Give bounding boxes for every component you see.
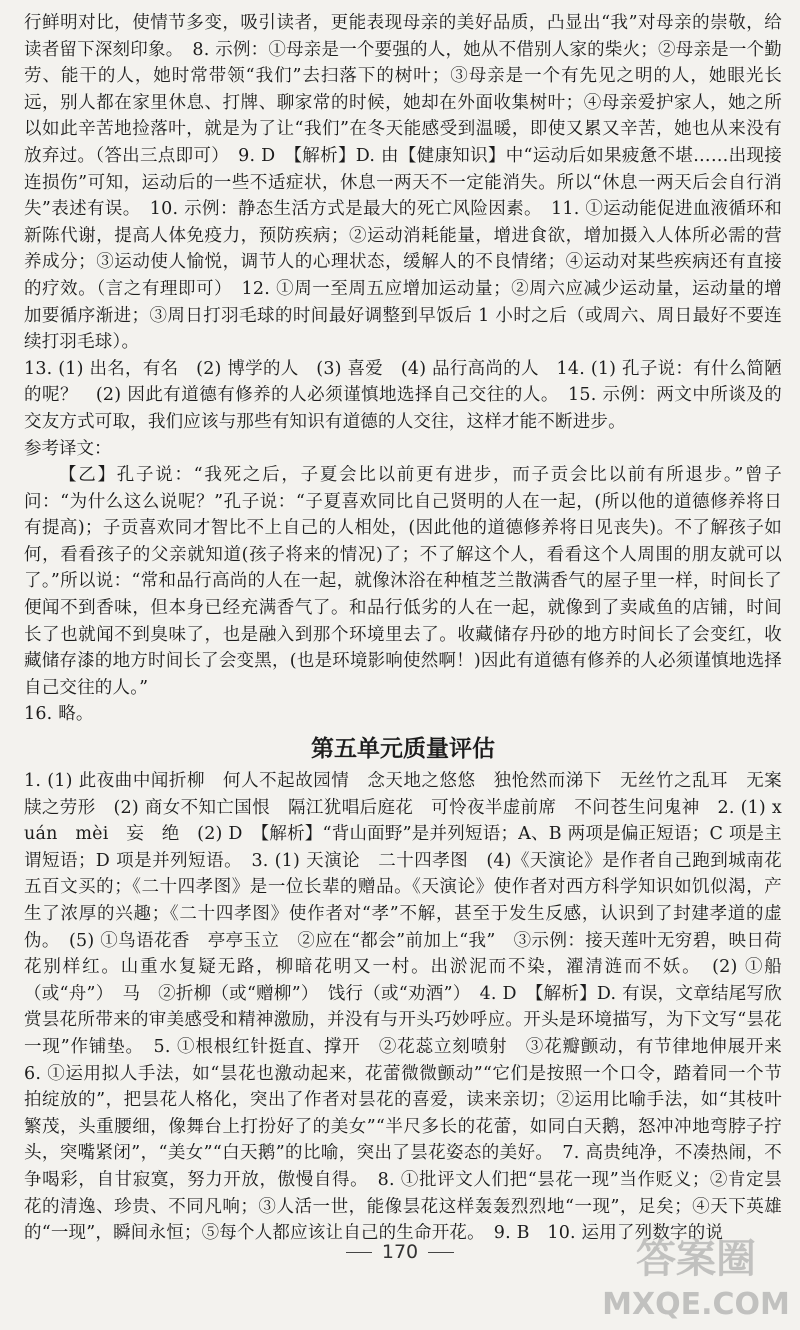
translation-paragraph: 【乙】孔子说：“我死之后，子夏会比以前更有进步，而子贡会比以前有所退步。”曾子问：“为什么这么说呢？”孔子说：“子夏喜欢同比自己贤明的人在一起，(所以他的道德修养将日有提高)；子贡喜欢同才智比不上自己的人相处，(因此他的道德修养将日见丧失)。不了解孩子如何，看看孩子的父亲就知道(孩子将来的情况)了；不了解这个人，看看这个人周围的朋友就可以了。”所以说：“常和品行高尚的人在一起，就像沐浴在种植芝兰散满香气的屋子里一样，时间长了便闻不到香味，但本身已经充满香气了。和品行低劣的人在一起，就像到了卖咸鱼的店铺，时间长了也就闻不到臭味了，也是融入到那个环境里去了。收藏储存丹砂的地方时间长了会变红，收藏储存漆的地方时间长了会变黑，(也是环境影响使然啊！)因此有道德有修养的人必须谨慎地选择自己交往的人。” <box>24 465 782 698</box>
answer-paragraph-13-15: 13. (1) 出名，有名 (2) 博学的人 (3) 喜爱 (4) 品行高尚的人 14. (1) 孔子说：有什么简陋的呢？ (2) 因此有道德有修养的人必须谨慎地选择自己交往的人。 15. 示例：两文中所谈及的交友方式可取，我们应该与那些有知识有道德的人交往，这样才能不断进步。 <box>24 358 782 432</box>
page-content <box>24 10 800 1247</box>
page-number-right-dash <box>428 1252 454 1253</box>
section-title: 第五单元质量评估 <box>311 736 495 763</box>
answer-16: 16. 略。 <box>24 704 94 725</box>
translation-label: 参考译文： <box>24 438 112 459</box>
page-number-text: 170 <box>381 1241 419 1263</box>
answer-paragraph-8-12: 行鲜明对比，使情节多变，吸引读者，更能表现母亲的美好品质，凸显出“我”对母亲的崇敬，给读者留下深刻印象。 8. 示例：①母亲是一个要强的人，她从不借别人家的柴火；②母亲是一个勤劳、能干的人，她时常带领“我们”去扫落下的树叶；③母亲是一个有先见之明的人，她眼光长远，别人都在家里休息、打牌、聊家常的时候，她却在外面收集树叶；④母亲爱护家人，她之所以如此辛苦地捡落叶，就是为了让“我们”在冬天能感受到温暖，即使又累又辛苦，她也从来没有放弃过。（答出三点即可） 9. D 【解析】D. 由【健康知识】中“运动后如果疲惫不堪……出现接连损伤”可知，运动后的一些不适症状，休息一两天不一定能消失。所以“休息一两天后会自行消失”表述有误。 10. 示例：静态生活方式是最大的死亡风险因素。 11. ①运动能促进血液循环和新陈代谢，提高人体免疫力，预防疾病；②运动消耗能量，增进食欲，增加摄入人体所必需的营养成分；③运动使人愉悦，调节人的心理状态，缓解人的不良情绪；④运动对某些疾病还有直接的疗效。（言之有理即可） 12. ①周一至周五应增加运动量；②周六应减少运动量，运动量的增加要循序渐进；③周日打羽毛球的时间最好调整到早饭后 1 小时之后（或周六、周日最好不要连续打羽毛球）。 <box>24 13 782 353</box>
page-number-left-dash <box>346 1252 372 1253</box>
watermark-brand: 答案圈 <box>636 1236 756 1282</box>
watermark-logo <box>596 1224 796 1324</box>
section-answers: 1. (1) 此夜曲中闻折柳 何人不起故园情 念天地之悠悠 独怆然而涕下 无丝竹之乱耳 无案牍之劳形 (2) 商女不知亡国恨 隔江犹唱后庭花 可怜夜半虚前席 不问苍生问鬼神 2. (1) xuán mèi 妄 绝 (2) D 【解析】“背山面野”是并列短语；A、B 两项是偏正短语；C 项是主谓短语；D 项是并列短语。 3. (1) 天演论 二十四孝图 (4)《天演论》是作者自己跑到城南花五百文买的；《二十四孝图》是一位长辈的赠品。《天演论》使作者对西方科学知识如饥似渴，产生了浓厚的兴趣；《二十四孝图》使作者对“孝”不解，甚至于发生反感，认识到了封建孝道的虚伪。 (5) ①鸟语花香 亭亭玉立 ②应在“都会”前加上“我” ③示例：接天莲叶无穷碧，映日荷花别样红。山重水复疑无路，柳暗花明又一村。出淤泥而不染，濯清涟而不妖。 (2) ①船（或“舟”） 马 ②折柳（或“赠柳”） 饯行（或“劝酒”） 4. D 【解析】D. 有误，文章结尾写欣赏昙花所带来的审美感受和精神激励，并没有与开头巧妙呼应。开头是环境描写，为下文写“昙花一现”作铺垫。 5. ①根根红针挺直、撑开 ②花蕊立刻喷射 ③花瓣颤动，有节律地伸展开来 6. ①运用拟人手法，如“昙花也激动起来，花蕾微微颤动”“它们是按照一个口令，踏着同一个节拍绽放的”，把昙花人格化，突出了作者对昙花的喜爱，读来亲切；②运用比喻手法，如“其枝叶繁茂，头重腰细，像舞台上打扮好了的美女”“半尺多长的花蕾，如同白天鹅，怒冲冲地弯脖子拧头，突嘴紧闭”，“美女”“白天鹅”的比喻，突出了昙花姿态的美好。 7. 高贵纯净，不凑热闹，不争喝彩，自甘寂寞，努力开放，傲慢自得。 8. ①批评文人们把“昙花一现”当作贬义；②肯定昙花的清逸、珍贵、不同凡响；③人活一世，能像昙花这样轰轰烈烈地“一现”，足矣；④天下英雄的“一现”，瞬间永恒；⑤每个人都应该让自己的生命开花。 9. B 10. 运用了列数字的说 <box>24 771 800 1244</box>
watermark-url: MXQE.COM <box>602 1287 790 1322</box>
